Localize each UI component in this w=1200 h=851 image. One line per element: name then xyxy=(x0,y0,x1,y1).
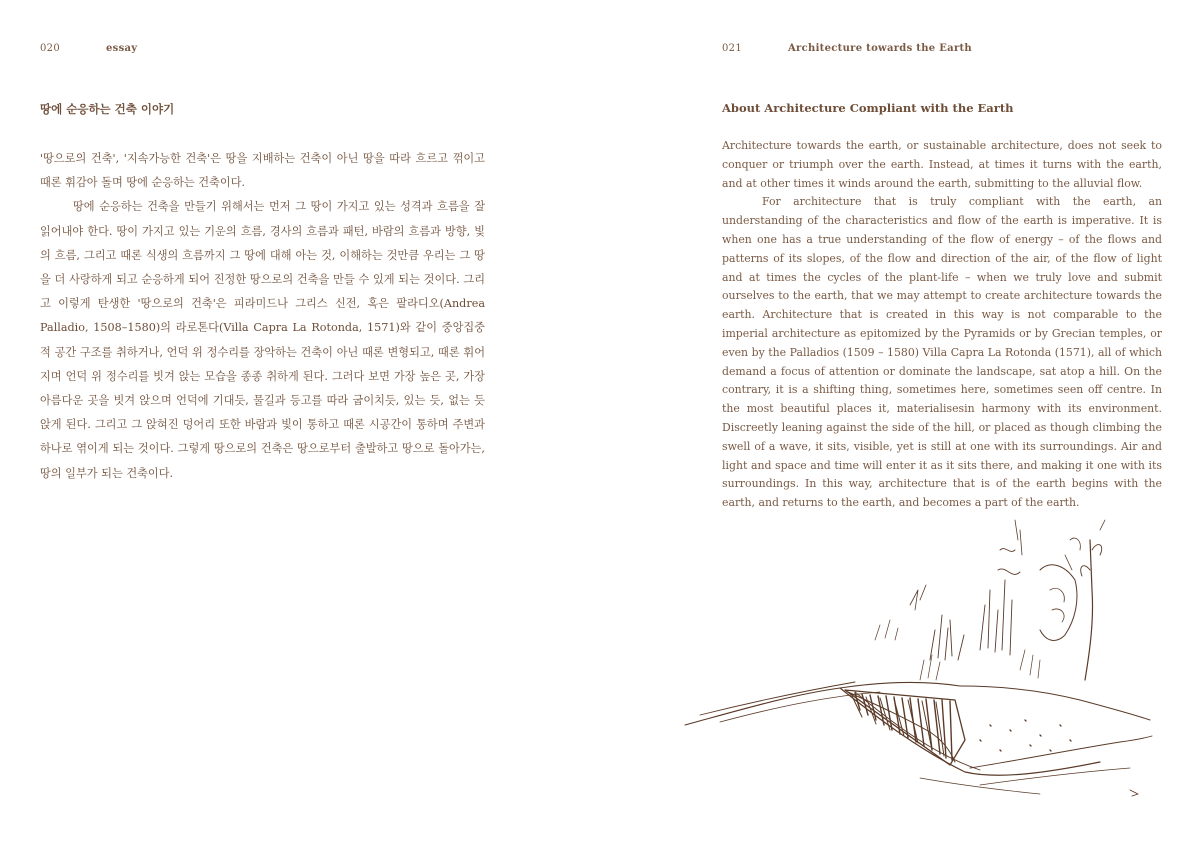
korean-essay-body xyxy=(40,147,485,486)
left-running-title: essay xyxy=(106,43,138,54)
right-running-title: Architecture towards the Earth xyxy=(788,43,972,54)
english-paragraph-2: For architecture that is truly compliant with the earth, an understanding of the characteristics and flow of the earth is imperative. It is when one has a true understanding of the flow of energy – of the flows and patterns of its slopes, of the flow and direction of the air, of the flow of light and at times the cycles of the plant-life – when we truly love and submit ourselves to the earth, that we may attempt to create architecture towards the earth. Architecture that is created in this way is not comparable to the imperial architecture as epitomized by the Pyramids or by Grecian temples, or even by the Palladios (1509 – 1580) Villa Capra La Rotonda (1571), all of which demand a focus of attention or dominate the landscape, sat atop a hill. On the contrary, it is a shifting thing, sometimes here, sometimes seen off centre. In the most beautiful places it, materialisesin harmony with its environment. Discreetly leaning against the side of the hill, or placed as though climbing the swell of a wave, it sits, visible, yet is still at one with its surroundings. Air and light and space and time will enter it as it sits there, and making it one with its surroundings. In this way, architecture that is of the earth begins with the earth, and returns to the earth, and becomes a part of the earth. xyxy=(722,195,1162,510)
korean-essay-heading: 땅에 순응하는 건축 이야기 xyxy=(40,102,175,116)
right-page-header xyxy=(722,43,972,54)
korean-paragraph-1: '땅으로의 건축', '지속가능한 건축'은 땅을 지배하는 건축이 아닌 땅을 따라 흐르고 꺾이고 때론 휘감아 돌며 땅에 순응하는 건축이다. xyxy=(40,152,485,190)
left-page-number: 020 xyxy=(40,43,60,54)
right-page-number: 021 xyxy=(722,43,742,54)
english-paragraph-1: Architecture towards the earth, or sustainable architecture, does not seek to conquer or triumph over the earth. Instead, at times it turns with the earth, and at other times it winds around the earth, submitting to the alluvial flow. xyxy=(722,139,1162,190)
english-essay-body xyxy=(722,137,1162,513)
english-essay-heading: About Architecture Compliant with the Earth xyxy=(722,101,1014,115)
left-page-header xyxy=(40,43,137,54)
korean-paragraph-2: 땅에 순응하는 건축을 만들기 위해서는 먼저 그 땅이 가지고 있는 성격과 흐름을 잘 읽어내야 한다. 땅이 가지고 있는 기운의 흐름, 경사의 흐름과 패턴, 바람의 흐름과 방향, 빛의 흐름, 그리고 때론 식생의 흐름까지 그 땅에 대해 아는 것, 이해하는 것만큼 우리는 그 땅을 더 사랑하게 되고 순응하게 되어 진정한 땅으로의 건축을 만들 수 있게 되는 것이다. 그리고 이렇게 탄생한 '땅으로의 건축'은 피라미드나 그리스 신전, 혹은 팔라디오(Andrea Palladio, 1508–1580)의 라로톤다(Villa Capra La Rotonda, 1571)와 같이 중앙집중적 공간 구조를 취하거나, 언덕 위 정수리를 장악하는 건축이 아닌 때론 변형되고, 때론 휘어지며 언덕 위 정수리를 빗겨 앉는 모습을 종종 취하게 된다. 그러다 보면 가장 높은 곳, 가장 아름다운 곳을 빗겨 앉으며 언덕에 기대듯, 물길과 등고를 따라 굽이치듯, 있는 듯, 없는 듯 앉게 된다. 그리고 그 앉혀진 덩어리 또한 바람과 빛이 통하고 때론 시공간이 통하며 주변과 하나로 엮이게 되는 것이다. 그렇게 땅으로의 건축은 땅으로부터 출발하고 땅으로 돌아가는, 땅의 일부가 되는 건축이다. xyxy=(40,200,485,480)
hillside-architecture-sketch xyxy=(680,510,1160,810)
